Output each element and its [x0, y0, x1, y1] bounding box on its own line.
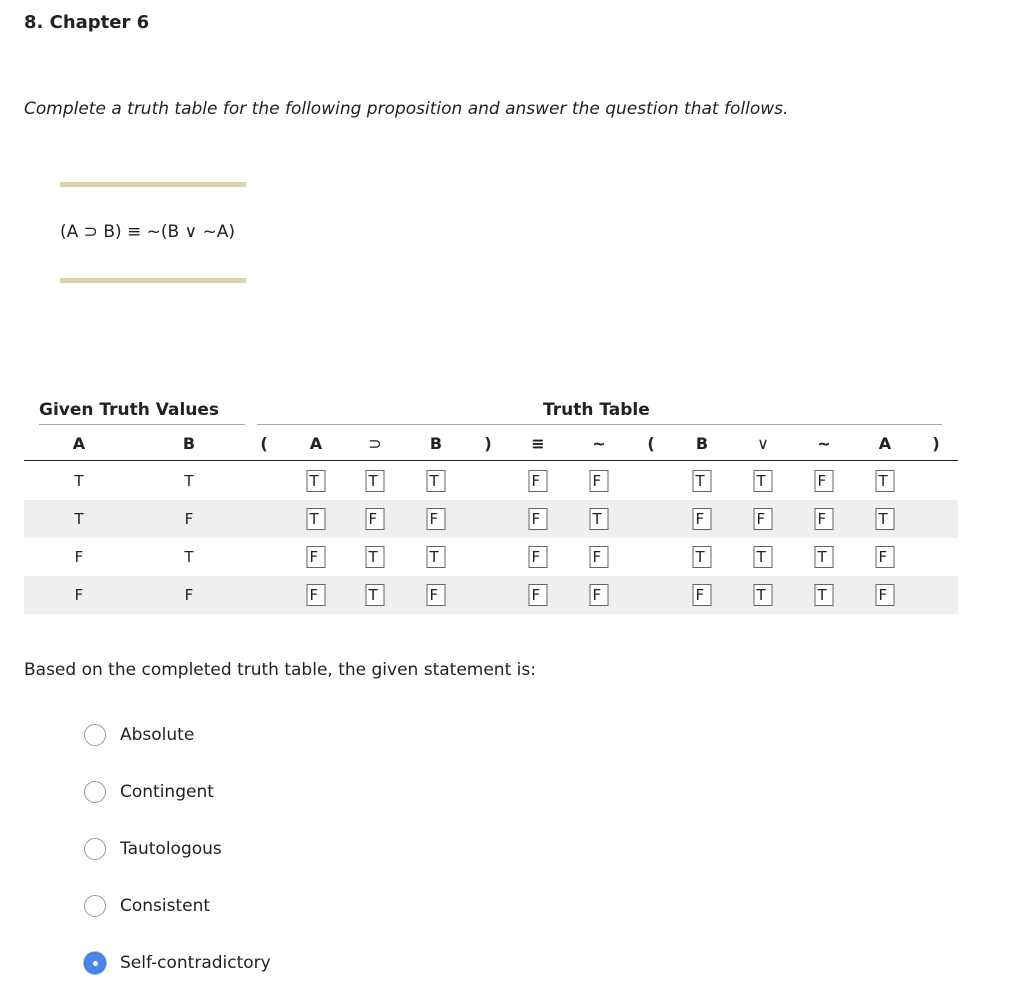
given-a-cell: F	[74, 586, 84, 604]
answer-box[interactable]: F	[307, 546, 326, 568]
answer-box[interactable]: T	[754, 584, 773, 606]
answer-box[interactable]: F	[876, 546, 895, 568]
proposition-box	[60, 182, 246, 284]
option-label: Consistent	[120, 896, 211, 916]
answer-box[interactable]: F	[876, 584, 895, 606]
answer-box[interactable]: F	[815, 508, 834, 530]
answer-box[interactable]: T	[693, 470, 712, 492]
answer-box[interactable]: F	[427, 508, 446, 530]
answer-box[interactable]: T	[876, 508, 895, 530]
header-tilde-2: ~	[817, 434, 831, 453]
header-open-paren-2: (	[647, 434, 655, 453]
answer-box[interactable]: T	[754, 470, 773, 492]
header-open-paren-1: (	[260, 434, 268, 453]
given-values-caption: Given Truth Values	[39, 400, 220, 420]
given-a-cell: T	[74, 472, 84, 490]
option-label: Self-contradictory	[120, 953, 271, 973]
answer-box[interactable]: F	[590, 546, 609, 568]
answer-box[interactable]: T	[307, 508, 326, 530]
header-wedge: ∨	[757, 434, 769, 453]
answer-box[interactable]: F	[693, 508, 712, 530]
given-header-b: B	[182, 434, 196, 453]
option-label: Absolute	[120, 725, 195, 745]
table-row	[24, 462, 958, 500]
proposition-text: (A ⊃ B) ≡ ~(B ∨ ~A)	[60, 222, 235, 242]
header-close-paren-2: )	[932, 434, 940, 453]
answer-box[interactable]: T	[307, 470, 326, 492]
header-a-2: A	[878, 434, 892, 453]
answer-box[interactable]: F	[427, 584, 446, 606]
header-horseshoe: ⊃	[368, 434, 382, 453]
answer-box[interactable]: F	[815, 470, 834, 492]
answer-box[interactable]: T	[427, 470, 446, 492]
header-divider	[24, 460, 958, 461]
answer-box[interactable]: F	[754, 508, 773, 530]
table-row	[24, 576, 958, 614]
table-row	[24, 538, 958, 576]
question-prompt: Based on the completed truth table, the given statement is:	[24, 660, 536, 680]
proposition-top-rule	[60, 182, 246, 187]
table-row	[24, 500, 958, 538]
proposition-bottom-rule	[60, 278, 246, 283]
answer-box[interactable]: T	[693, 546, 712, 568]
answer-box[interactable]: T	[815, 546, 834, 568]
table-header-row	[24, 432, 958, 460]
answer-box[interactable]: T	[366, 546, 385, 568]
answer-box[interactable]: F	[693, 584, 712, 606]
header-b-2: B	[695, 434, 709, 453]
answer-box[interactable]: F	[307, 584, 326, 606]
radio-button[interactable]	[84, 952, 106, 974]
answer-box[interactable]: T	[366, 470, 385, 492]
header-b-1: B	[429, 434, 443, 453]
option-label: Contingent	[120, 782, 214, 802]
radio-button[interactable]	[84, 838, 106, 860]
given-b-cell: F	[184, 586, 194, 604]
given-b-cell: T	[184, 548, 194, 566]
answer-box[interactable]: T	[876, 470, 895, 492]
given-caption-rule	[39, 424, 245, 425]
given-b-cell: F	[184, 510, 194, 528]
answer-box[interactable]: F	[529, 584, 548, 606]
question-title: 8. Chapter 6	[24, 12, 150, 33]
answer-box[interactable]: T	[366, 584, 385, 606]
header-triple-bar: ≡	[531, 434, 545, 453]
truth-table-caption: Truth Table	[543, 400, 650, 420]
given-b-cell: T	[184, 472, 194, 490]
answer-box[interactable]: F	[529, 470, 548, 492]
answer-box[interactable]: T	[590, 508, 609, 530]
option-label: Tautologous	[120, 839, 222, 859]
table-caption-rule	[257, 424, 942, 425]
answer-box[interactable]: F	[590, 584, 609, 606]
radio-button[interactable]	[84, 781, 106, 803]
answer-box[interactable]: F	[366, 508, 385, 530]
header-a-1: A	[309, 434, 323, 453]
given-a-cell: F	[74, 548, 84, 566]
given-header-a: A	[72, 434, 86, 453]
radio-button[interactable]	[84, 724, 106, 746]
given-a-cell: T	[74, 510, 84, 528]
header-tilde-1: ~	[592, 434, 606, 453]
answer-box[interactable]: T	[427, 546, 446, 568]
answer-box[interactable]: T	[754, 546, 773, 568]
header-close-paren-1: )	[484, 434, 492, 453]
radio-button[interactable]	[84, 895, 106, 917]
answer-box[interactable]: F	[590, 470, 609, 492]
answer-box[interactable]: F	[529, 508, 548, 530]
answer-box[interactable]: T	[815, 584, 834, 606]
instructions: Complete a truth table for the following proposition and answer the question that follows.	[24, 99, 789, 119]
answer-box[interactable]: F	[529, 546, 548, 568]
